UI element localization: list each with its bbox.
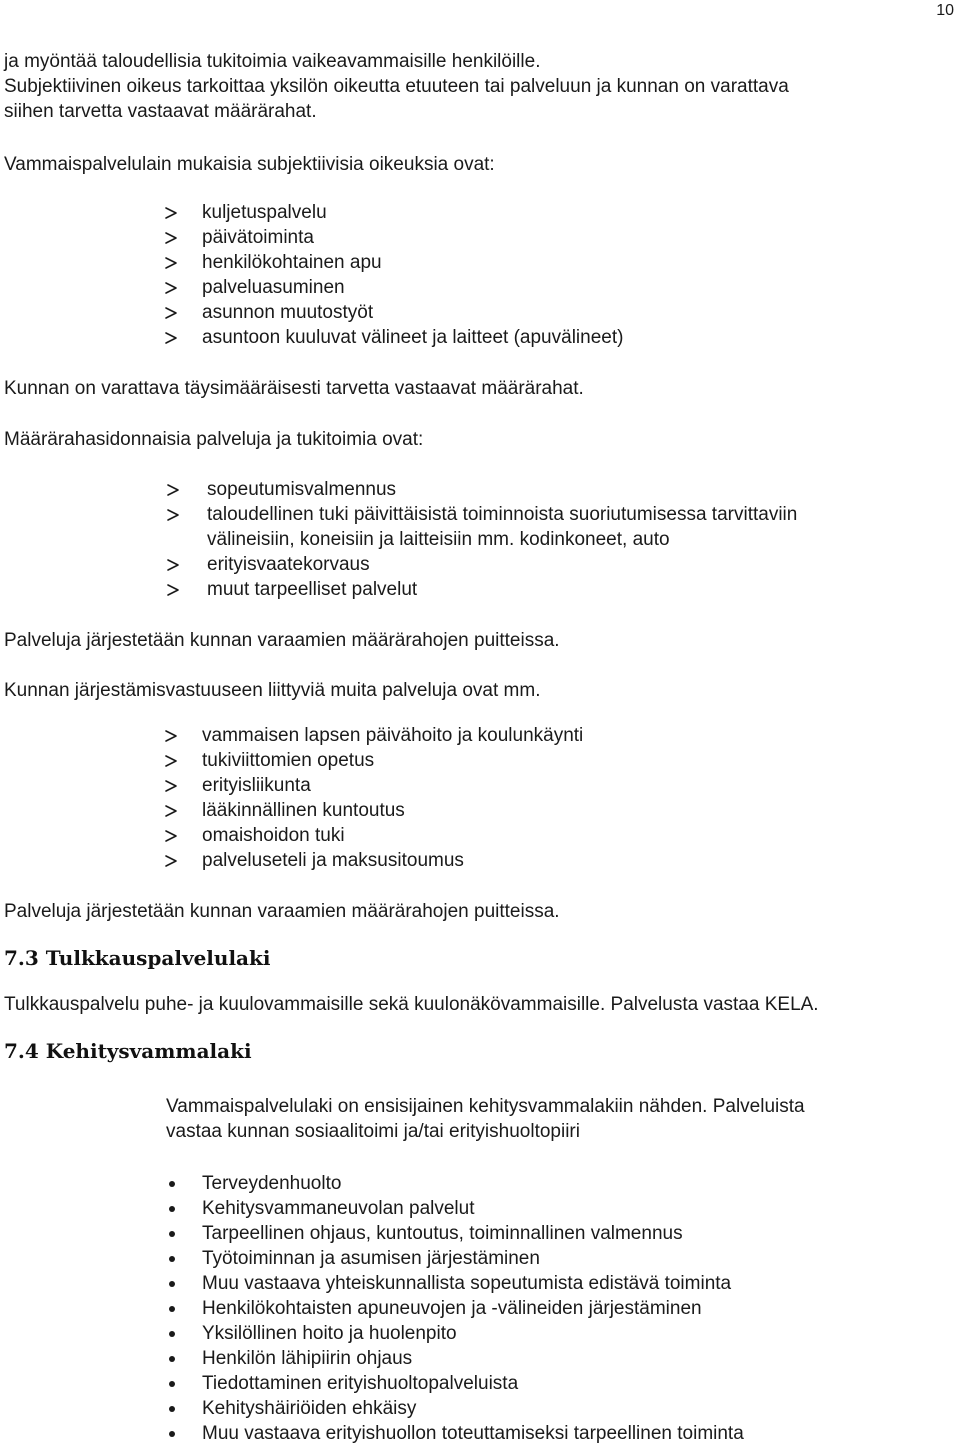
- list-item: [160, 552, 797, 577]
- list-item-label: Työtoiminnan ja asumisen järjestäminen: [202, 1248, 540, 1269]
- subjective-rights-list: [160, 200, 623, 350]
- intro-line-1: ja myöntää taloudellisia tukitoimia vaikeavammaisille henkilöille.: [4, 51, 541, 72]
- list-item-label: Henkilön lähipiirin ohjaus: [202, 1348, 413, 1369]
- list-item: [160, 300, 623, 325]
- responsibility-intro: Kunnan järjestämisvastuuseen liittyviä muita palveluja ovat mm.: [4, 680, 541, 701]
- arrow-bullet-icon: [164, 231, 178, 245]
- section-7-4-text-line-2: vastaa kunnan sosiaalitoimi ja/tai erityishuoltopiiri: [166, 1121, 580, 1142]
- arrow-bullet-icon: [164, 206, 178, 220]
- list-item-label: Kehityshäiriöiden ehkäisy: [202, 1398, 417, 1419]
- other-services-list: [160, 723, 583, 873]
- page-number: 10: [936, 2, 954, 19]
- intro-line-3: siihen tarvetta vastaavat määrärahat.: [4, 101, 317, 122]
- arrow-bullet-icon: [166, 583, 180, 597]
- dot-bullet-icon: [169, 1231, 175, 1237]
- arranged-within-note: Palveluja järjestetään kunnan varaamien määrärahojen puitteissa.: [4, 901, 560, 922]
- list-item: [160, 1196, 744, 1221]
- arrow-bullet-icon: [164, 331, 178, 345]
- arrow-bullet-icon: [164, 804, 178, 818]
- dot-bullet-icon: [169, 1406, 175, 1412]
- arrow-bullet-icon: [164, 829, 178, 843]
- dot-bullet-icon: [169, 1356, 175, 1362]
- dot-bullet-icon: [169, 1256, 175, 1262]
- section-heading-7-3: 7.3 Tulkkauspalvelulaki: [4, 946, 271, 970]
- list-item: [160, 1221, 744, 1246]
- intro-line-2: Subjektiivinen oikeus tarkoittaa yksilön oikeutta etuuteen tai palveluun ja kunnan on varattava: [4, 76, 789, 97]
- list-item: [160, 723, 583, 748]
- list-item-label: Muu vastaava yhteiskunnallista sopeutumista edistävä toiminta: [202, 1273, 732, 1294]
- dot-bullet-icon: [169, 1381, 175, 1387]
- list-item-label: asunnon muutostyöt: [202, 302, 374, 323]
- list-item-label: muut tarpeelliset palvelut: [207, 579, 418, 600]
- list-item: [160, 502, 797, 552]
- list-item: [160, 748, 583, 773]
- dot-bullet-icon: [169, 1431, 175, 1437]
- list-item: [160, 1396, 744, 1421]
- subjective-rights-intro: Vammaispalvelulain mukaisia subjektiivisia oikeuksia ovat:: [4, 154, 495, 175]
- appropriation-intro: Määrärahasidonnaisia palveluja ja tukitoimia ovat:: [4, 429, 424, 450]
- list-item: [160, 477, 797, 502]
- list-item: [160, 1296, 744, 1321]
- section-heading-7-4: 7.4 Kehitysvammalaki: [4, 1039, 252, 1063]
- arrow-bullet-icon: [164, 281, 178, 295]
- arrow-bullet-icon: [164, 729, 178, 743]
- list-item-label: palveluasuminen: [202, 277, 345, 298]
- list-item: [160, 275, 623, 300]
- section-7-3-text: Tulkkauspalvelu puhe- ja kuulovammaisille sekä kuulonäkövammaisille. Palvelusta vastaa KELA.: [4, 994, 819, 1015]
- list-item: [160, 798, 583, 823]
- arranged-within-note: Palveluja järjestetään kunnan varaamien määrärahojen puitteissa.: [4, 630, 560, 651]
- arrow-bullet-icon: [164, 779, 178, 793]
- list-item: [160, 1271, 744, 1296]
- arrow-bullet-icon: [164, 306, 178, 320]
- list-item: [160, 577, 797, 602]
- list-item-label: Tarpeellinen ohjaus, kuntoutus, toiminnallinen valmennus: [202, 1223, 683, 1244]
- list-item-label: sopeutumisvalmennus: [207, 479, 397, 500]
- list-item-label: omaishoidon tuki: [202, 825, 345, 846]
- list-item-label: lääkinnällinen kuntoutus: [202, 800, 405, 821]
- arrow-bullet-icon: [164, 754, 178, 768]
- dot-bullet-icon: [169, 1181, 175, 1187]
- dot-bullet-icon: [169, 1331, 175, 1337]
- list-item-label: kuljetuspalvelu: [202, 202, 327, 223]
- list-item-continuation: välineisiin, koneisiin ja laitteisiin mm. kodinkoneet, auto: [207, 529, 670, 550]
- arrow-bullet-icon: [164, 256, 178, 270]
- list-item: [160, 823, 583, 848]
- list-item-label: Terveydenhuolto: [202, 1173, 342, 1194]
- list-item-label: päivätoiminta: [202, 227, 314, 248]
- list-item-label: Henkilökohtaisten apuneuvojen ja -välineiden järjestäminen: [202, 1298, 702, 1319]
- list-item-label: tukiviittomien opetus: [202, 750, 375, 771]
- list-item: [160, 1321, 744, 1346]
- list-item: [160, 1171, 744, 1196]
- list-item: [160, 1421, 744, 1446]
- list-item-label: Muu vastaava erityishuollon toteuttamiseksi tarpeellinen toiminta: [202, 1423, 744, 1444]
- list-item-label: Tiedottaminen erityishuoltopalveluista: [202, 1373, 519, 1394]
- appropriation-services-list: [160, 477, 797, 602]
- list-item: [160, 1371, 744, 1396]
- list-item: [160, 1346, 744, 1371]
- list-item: [160, 773, 583, 798]
- development-services-list: [160, 1171, 744, 1446]
- municipality-obligation: Kunnan on varattava täysimääräisesti tarvetta vastaavat määrärahat.: [4, 378, 584, 399]
- list-item-label: henkilökohtainen apu: [202, 252, 382, 273]
- arrow-bullet-icon: [164, 854, 178, 868]
- list-item-label: Kehitysvammaneuvolan palvelut: [202, 1198, 475, 1219]
- list-item-label: taloudellinen tuki päivittäisistä toiminnoista suoriutumisessa tarvittaviin: [207, 504, 798, 525]
- dot-bullet-icon: [169, 1281, 175, 1287]
- list-item: [160, 225, 623, 250]
- arrow-bullet-icon: [166, 558, 180, 572]
- dot-bullet-icon: [169, 1206, 175, 1212]
- list-item-label: asuntoon kuuluvat välineet ja laitteet (apuvälineet): [202, 327, 624, 348]
- dot-bullet-icon: [169, 1306, 175, 1312]
- section-7-4-text-line-1: Vammaispalvelulaki on ensisijainen kehitysvammalakiin nähden. Palveluista: [166, 1096, 805, 1117]
- list-item: [160, 325, 623, 350]
- list-item-label: erityisvaatekorvaus: [207, 554, 370, 575]
- list-item: [160, 848, 583, 873]
- list-item-label: vammaisen lapsen päivähoito ja koulunkäynti: [202, 725, 584, 746]
- list-item: [160, 200, 623, 225]
- list-item-label: erityisliikunta: [202, 775, 311, 796]
- list-item: [160, 250, 623, 275]
- list-item-label: palveluseteli ja maksusitoumus: [202, 850, 464, 871]
- arrow-bullet-icon: [166, 483, 180, 497]
- arrow-bullet-icon: [166, 508, 180, 522]
- list-item: [160, 1246, 744, 1271]
- list-item-label: Yksilöllinen hoito ja huolenpito: [202, 1323, 457, 1344]
